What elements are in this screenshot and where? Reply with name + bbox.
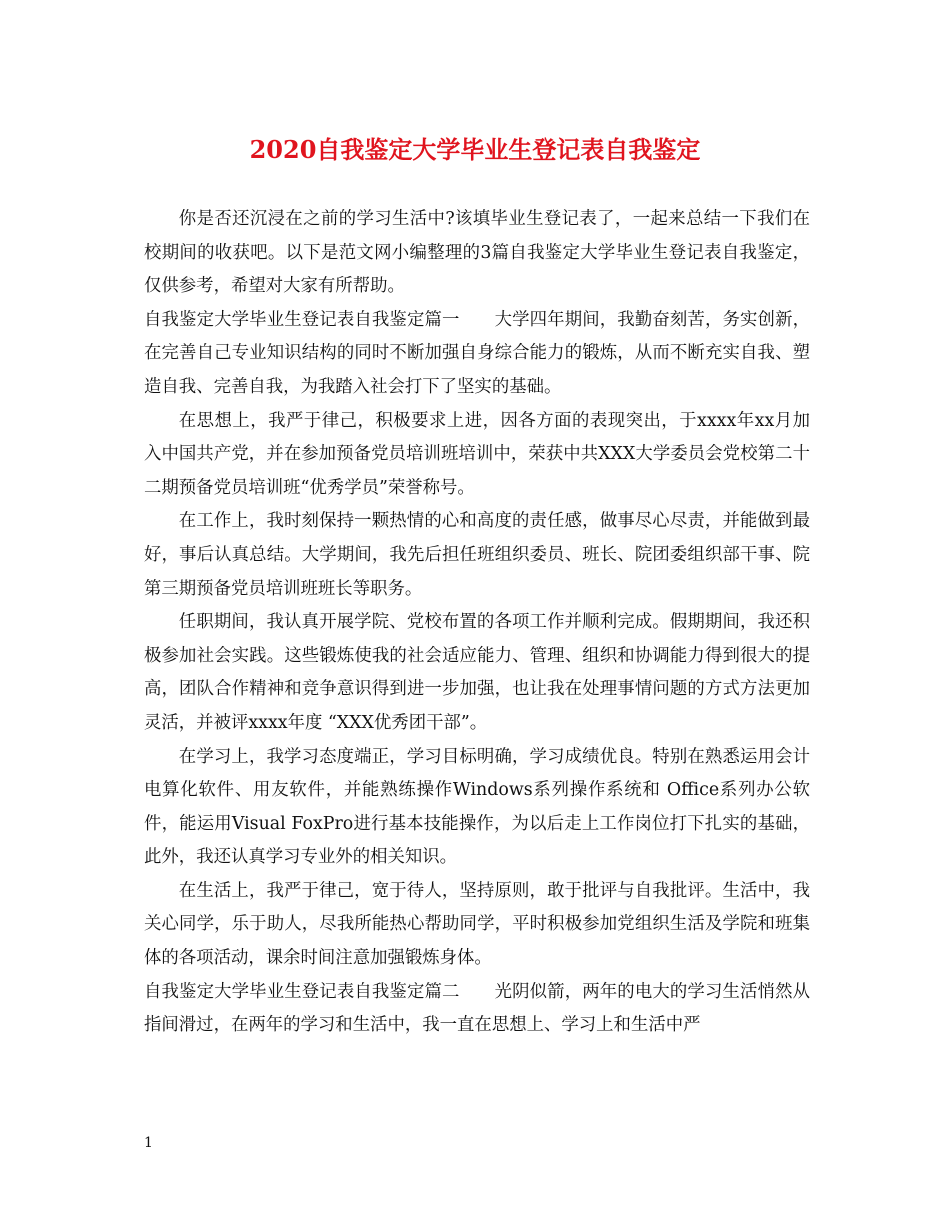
page-number: 1 (144, 1135, 153, 1151)
paragraph-section-one: 自我鉴定大学毕业生登记表自我鉴定篇一 大学四年期间，我勤奋刻苦，务实创新，在完善自己专业知识结构的同时不断加强自身综合能力的锻炼，从而不断充实自我、塑造自我、完善自我，为我踏入社会打下了坚实的基础。 (144, 309, 810, 397)
paragraph-work: 在工作上，我时刻保持一颗热情的心和高度的责任感，做事尽心尽责，并能做到最好，事后认真总结。大学期间，我先后担任班组织委员、班长、院团委组织部干事、院第三期预备党员培训班班长等职务。 (144, 511, 810, 599)
paragraph-life: 在生活上，我严于律己，宽于待人，坚持原则，敢于批评与自我批评。生活中，我关心同学，乐于助人，尽我所能热心帮助同学，平时积极参加党组织生活及学院和班集体的各项活动，课余时间注意加强锻炼身体。 (144, 880, 810, 969)
document-body (144, 203, 810, 1043)
paragraph-study: 在学习上，我学习态度端正，学习目标明确，学习成绩优良。特别在熟悉运用会计电算化软件、用友软件，并能熟练操作Windows系列操作系统和 Office系列办公软件，能运用Visual FoxPro进行基本技能操作，为以后走上工作岗位打下扎实的基础，此外，我还认真学习专业外的相关知识。 (144, 746, 810, 868)
paragraph-section-two: 自我鉴定大学毕业生登记表自我鉴定篇二 光阴似箭，两年的电大的学习生活悄然从指间滑过，在两年的学习和生活中，我一直在思想上、学习上和生活中严 (144, 981, 810, 1036)
page-title: 2020自我鉴定大学毕业生登记表自我鉴定 (249, 135, 701, 164)
paragraph-intro: 你是否还沉浸在之前的学习生活中?该填毕业生登记表了，一起来总结一下我们在校期间的收获吧。以下是范文网小编整理的3篇自我鉴定大学毕业生登记表自我鉴定，仅供参考，希望对大家有所帮助。 (144, 209, 810, 297)
paragraph-thought: 在思想上，我严于律己，积极要求上进，因各方面的表现突出，于xxxx年xx月加入中国共产党，并在参加预备党员培训班培训中，荣获中共XXX大学委员会党校第二十二期预备党员培训班“优秀学员”荣誉称号。 (144, 410, 810, 498)
paragraph-tenure: 任职期间，我认真开展学院、党校布置的各项工作并顺利完成。假期期间，我还积极参加社会实践。这些锻炼使我的社会适应能力、管理、组织和协调能力得到很大的提高，团队合作精神和竞争意识得到进一步加强，也让我在处理事情问题的方式方法更加灵活，并被评xxxx年度 “XXX优秀团干部”。 (144, 612, 810, 733)
